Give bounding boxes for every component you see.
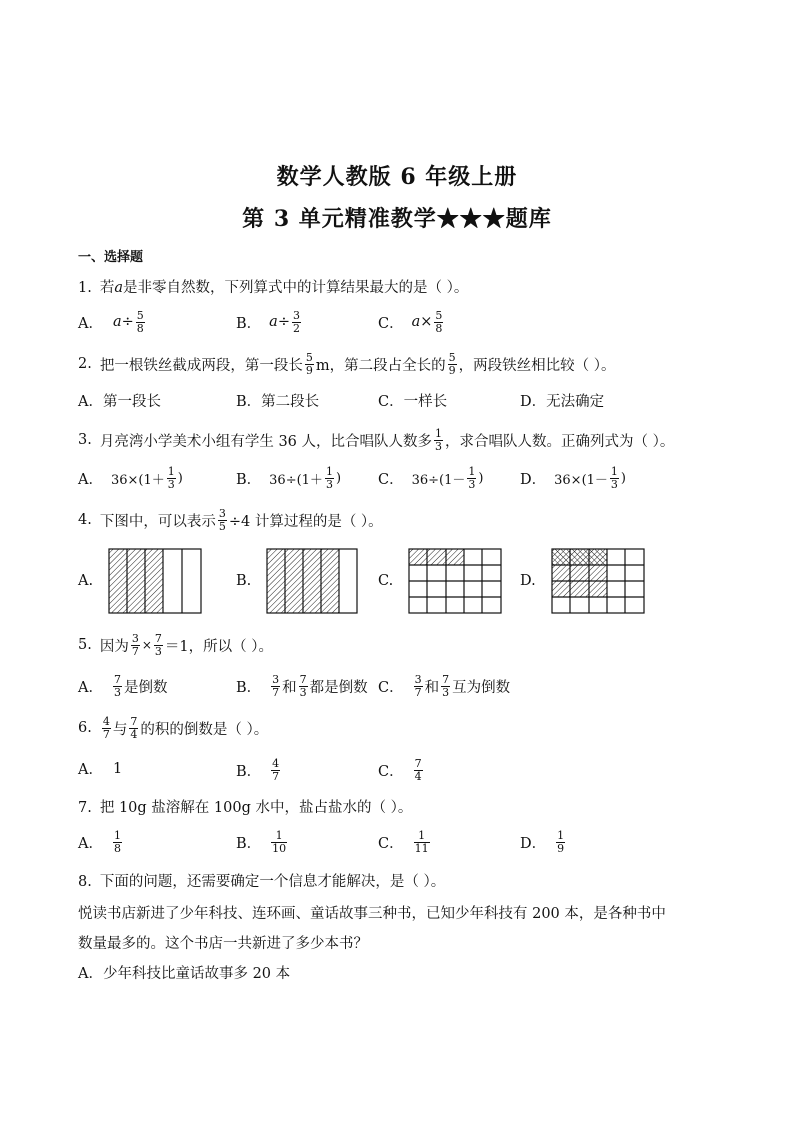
question-8: 8. 下面的问题，还需要确定一个信息才能解决，是（ ）。 — [78, 874, 446, 890]
question-4: 4. 下图中，可以表示 $\frac{3}{5}$ ÷4 计算过程的是（ ）。 — [78, 507, 383, 533]
q4-option-a[interactable]: A. — [78, 573, 94, 589]
fraction: $\frac{1}{8}$ — [113, 829, 121, 855]
q2-option-b[interactable]: B．第二段长 — [236, 394, 320, 410]
fraction: $\frac{1}{10}$ — [272, 829, 287, 855]
question-2: 2. 把一根铁丝截成两段，第一段长 $\frac{5}{9}$ m，第二段占全长的 $\frac{5}{9}$ ，两段铁丝相比较（ ）。 — [78, 351, 616, 377]
q4-option-d[interactable]: D. — [520, 573, 536, 589]
figure-c — [409, 549, 501, 613]
fraction: $\frac{7}{4}$ — [130, 715, 138, 741]
q5-option-b[interactable]: B． $\frac{3}{7}$ 和 $\frac{7}{3}$ 都是倒数 — [236, 673, 368, 699]
q3-option-a[interactable]: A． 36×(1＋ $\frac{1}{3}$ ) — [78, 465, 183, 491]
variable-a: a — [114, 280, 123, 296]
fraction: $\frac{3}{7}$ — [414, 673, 422, 699]
fraction: $\frac{3}{7}$ — [272, 673, 280, 699]
fraction: $\frac{7}{3}$ — [113, 673, 121, 699]
fraction: $\frac{5}{9}$ — [448, 351, 456, 377]
figure-b — [267, 549, 357, 613]
q4-option-c[interactable]: C. — [378, 573, 394, 589]
q6-option-b[interactable]: B． $\frac{4}{7}$ — [236, 757, 280, 783]
page-title: 数学人教版 6 年级上册 — [276, 164, 518, 190]
q1-option-a[interactable]: A． a ÷ $\frac{5}{8}$ — [78, 309, 144, 335]
fraction: $\frac{7}{4}$ — [414, 757, 422, 783]
q5-option-a[interactable]: A． $\frac{7}{3}$ 是倒数 — [78, 673, 168, 699]
q1-option-b[interactable]: B． a ÷ $\frac{3}{2}$ — [236, 309, 300, 335]
q5-option-c[interactable]: C． $\frac{3}{7}$ 和 $\frac{7}{3}$ 互为倒数 — [378, 673, 511, 699]
fraction: $\frac{1}{3}$ — [435, 427, 443, 453]
q2-option-c[interactable]: C．一样长 — [378, 394, 448, 410]
q7-option-d[interactable]: D． $\frac{1}{9}$ — [520, 829, 565, 855]
fraction: $\frac{1}{3}$ — [325, 465, 333, 491]
question-1: 1. 若a是非零自然数，下列算式中的计算结果最大的是（ ）。 — [78, 280, 469, 296]
fraction: $\frac{4}{7}$ — [272, 757, 280, 783]
q3-option-d[interactable]: D． 36×(1－ $\frac{1}{3}$ ) — [520, 465, 626, 491]
question-number: 1. — [78, 280, 92, 296]
q7-option-c[interactable]: C． $\frac{1}{11}$ — [378, 829, 429, 855]
q3-option-b[interactable]: B． 36÷(1＋ $\frac{1}{3}$ ) — [236, 465, 342, 491]
fraction: $\frac{7}{3}$ — [299, 673, 307, 699]
fraction: $\frac{1}{3}$ — [610, 465, 618, 491]
fraction: $\frac{1}{9}$ — [557, 829, 565, 855]
fraction: $\frac{5}{8}$ — [136, 309, 144, 335]
question-6: 6. $\frac{4}{7}$ 与 $\frac{7}{4}$ 的积的倒数是（ ）。 — [78, 715, 269, 741]
q2-option-a[interactable]: A．第一段长 — [78, 394, 161, 410]
fraction: $\frac{1}{3}$ — [468, 465, 476, 491]
figure-d — [552, 549, 644, 613]
q7-option-b[interactable]: B． $\frac{1}{10}$ — [236, 829, 287, 855]
fraction: $\frac{3}{5}$ — [218, 507, 226, 533]
q2-option-d[interactable]: D．无法确定 — [520, 394, 605, 410]
q7-option-a[interactable]: A． $\frac{1}{8}$ — [78, 829, 121, 855]
page-subtitle: 第 3 单元精准教学★★★题库 — [242, 206, 552, 232]
fraction: $\frac{3}{2}$ — [292, 309, 300, 335]
fraction: $\frac{5}{8}$ — [435, 309, 443, 335]
fraction: $\frac{7}{3}$ — [442, 673, 450, 699]
question-8-body-line-1: 悦读书店新进了少年科技、连环画、童话故事三种书，已知少年科技有 200 本，是各种书中 — [78, 906, 666, 922]
q8-option-a[interactable]: A．少年科技比童话故事多 20 本 — [78, 966, 291, 982]
question-5: 5. 因为 $\frac{3}{7}$ × $\frac{7}{3}$ ＝1，所以（ ）。 — [78, 632, 273, 658]
question-7: 7. 把 10g 盐溶解在 100g 水中，盐占盐水的（ ）。 — [78, 800, 413, 816]
fraction: $\frac{3}{7}$ — [131, 632, 139, 658]
question-3: 3. 月亮湾小学美术小组有学生 36 人，比合唱队人数多 $\frac{1}{3}$ ，求合唱队人数。正确列式为（ ）。 — [78, 427, 675, 453]
figure-a — [109, 549, 201, 613]
q1-option-c[interactable]: C． a × $\frac{5}{8}$ — [378, 309, 443, 335]
fraction: $\frac{7}{3}$ — [154, 632, 162, 658]
fraction: $\frac{5}{9}$ — [305, 351, 313, 377]
q6-option-c[interactable]: C． $\frac{7}{4}$ — [378, 757, 422, 783]
q4-option-b[interactable]: B. — [236, 573, 252, 589]
question-8-body-line-2: 数量最多的。这个书店一共新进了多少本书？ — [78, 936, 368, 952]
fraction: $\frac{1}{11}$ — [414, 829, 429, 855]
fraction: $\frac{4}{7}$ — [102, 715, 110, 741]
section-heading: 一、选择题 — [78, 250, 144, 265]
fraction: $\frac{1}{3}$ — [167, 465, 175, 491]
q6-option-a[interactable]: A． 1 — [78, 760, 123, 778]
q3-option-c[interactable]: C． 36÷(1－ $\frac{1}{3}$ ) — [378, 465, 484, 491]
